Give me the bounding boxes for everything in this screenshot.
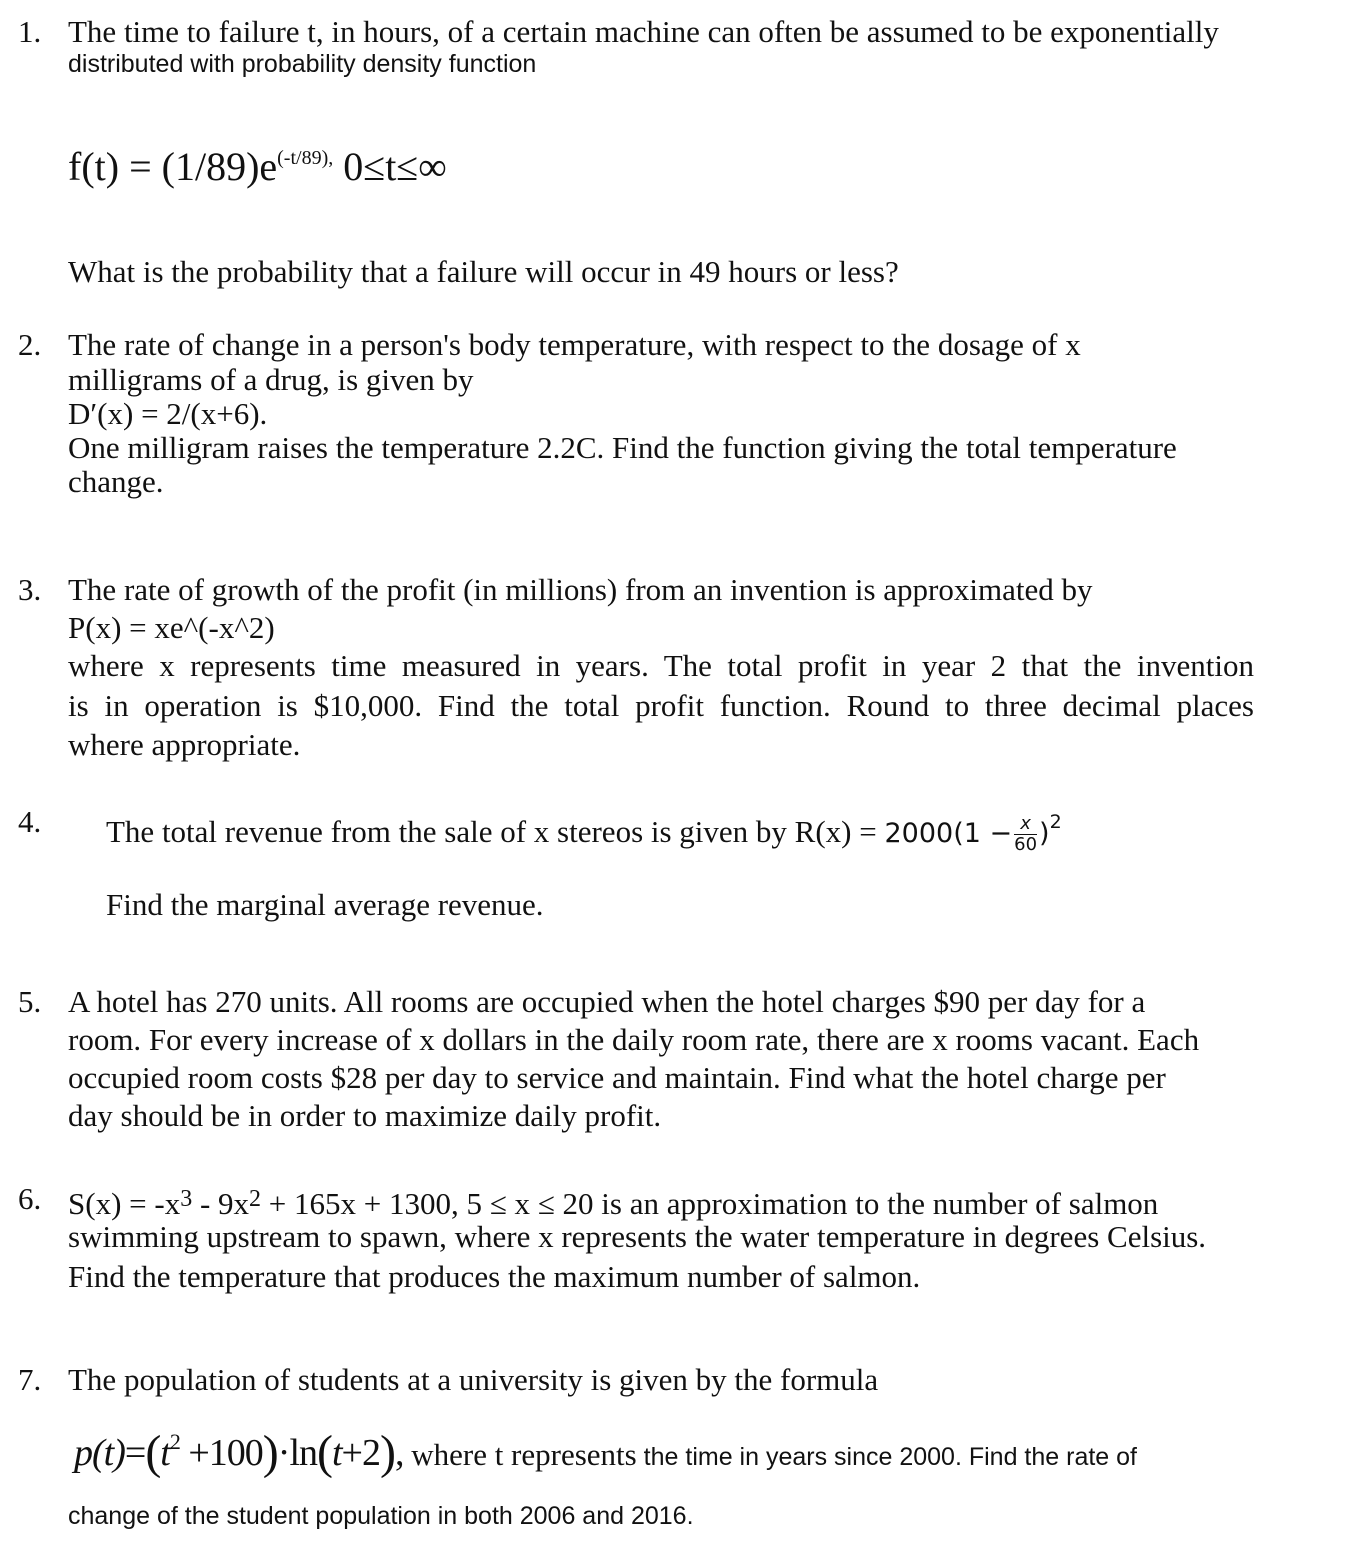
problem-text: The rate of change in a person's body temperature, with respect to the dosage of x xyxy=(68,327,1081,362)
problem-text: One milligram raises the temperature 2.2C. Find the function giving the total temperature xyxy=(68,430,1177,465)
problem-text: The population of students at a university is given by the formula xyxy=(68,1362,879,1397)
problem-text: where x represents time measured in years. The total profit in year 2 that the invention xyxy=(68,648,1254,683)
population-formula-line: $p(t)=(t^2 +100)\cdot\ln(t+2)$, where t represents the time in years since 2000. Find the rate of xyxy=(74,1426,1138,1479)
problem-text: Find the temperature that produces the maximum number of salmon. xyxy=(68,1259,921,1294)
problem-number: 6. xyxy=(18,1181,42,1216)
problem-text: where appropriate. xyxy=(68,727,301,762)
population-formula: $p(t)=(t^2 +100)\cdot\ln(t+2)$, xyxy=(74,1426,404,1479)
problem-number: 4. xyxy=(18,804,42,839)
salmon-equation: $S(x) = -x^3 - 9x^2 + 165x + 1300$, 5 ≤ x ≤ 20 is an approximation to the number of salmon xyxy=(68,1186,1159,1221)
problem-number: 7. xyxy=(18,1362,42,1397)
revenue-statement: The total revenue from the sale of x stereos is given by R(x) = 2000(1 − $\frac{x}{60}$ )$^2$ xyxy=(106,811,1062,855)
problem-text: swimming upstream to spawn, where x represents the water temperature in degrees Celsius. xyxy=(68,1219,1207,1254)
problem-text: is in operation is $10,000. Find the total profit function. Round to three decimal places xyxy=(68,688,1254,723)
problem-text: milligrams of a drug, is given by xyxy=(68,362,474,397)
problem-number: 2. xyxy=(18,327,42,362)
fraction: $\frac{x}{60}$ xyxy=(1014,813,1038,855)
problem-text: The time to failure t, in hours, of a certain machine can often be assumed to be exponentially xyxy=(68,14,1219,49)
problem-text: distributed with probability density function xyxy=(68,50,537,78)
problem-question: What is the probability that a failure will occur in 49 hours or less? xyxy=(68,254,899,289)
problem-text: The rate of growth of the profit (in millions) from an invention is approximated by xyxy=(68,572,1093,607)
problem-text: day should be in order to maximize daily profit. xyxy=(68,1098,662,1133)
problem-number: 3. xyxy=(18,572,42,607)
revenue-formula: 2000(1 − $\frac{x}{60}$ )$^2$ xyxy=(884,811,1062,855)
problem-text: room. For every increase of x dollars in the daily room rate, there are x rooms vacant. Each xyxy=(68,1022,1200,1057)
problem-question: Find the marginal average revenue. xyxy=(106,887,544,922)
problem-text: change. xyxy=(68,464,164,499)
density-equation: $f(t) = (1/89)e^{(-t/89),}$ 0≤t≤∞ xyxy=(68,144,447,189)
problem-text: change of the student population in both 2006 and 2016. xyxy=(68,1502,694,1530)
problem-text: occupied room costs $28 per day to service and maintain. Find what the hotel charge per xyxy=(68,1060,1166,1095)
problem-number: 1. xyxy=(18,14,42,49)
derivative-equation: D′(x) = 2/(x+6). xyxy=(68,396,268,431)
profit-equation: P(x) = xe^(-x^2) xyxy=(68,610,275,645)
problem-number: 5. xyxy=(18,984,42,1019)
problem-text: A hotel has 270 units. All rooms are occupied when the hotel charges $90 per day for a xyxy=(68,984,1146,1019)
